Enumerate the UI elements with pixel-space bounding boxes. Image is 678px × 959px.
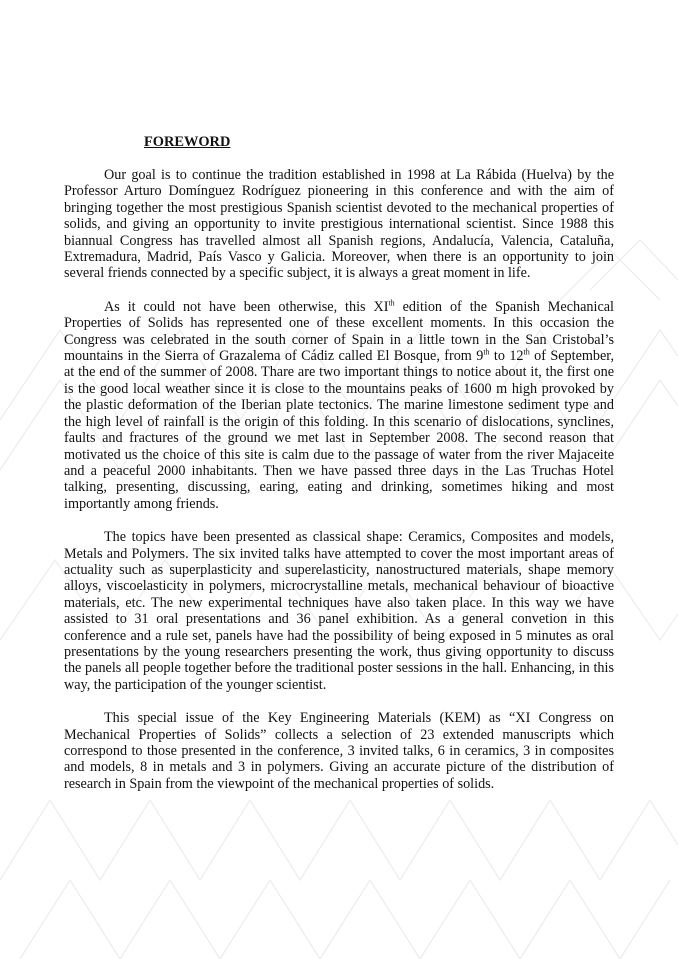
paragraph-2: [64, 299, 614, 512]
paragraph-2-text-b: edition of the Spanish Mechanical Properties of Solids has represented one of these excellent moments. In this occasion the Congress was celebrated in the south corner of Spain in a little town in the San Cristobal’s mountains in the Sierra of Grazalema of Cádiz called El Bosque, from 9: [64, 298, 614, 365]
paragraph-2-text-c: to 12: [489, 348, 524, 365]
paragraph-3: The topics have been presented as classical shape: Ceramics, Composites and models, Metals and Polymers. The six invited talks have attempted to cover the most important areas of actuality such as superplasticity and superelasticity, nanostructured materials, shape memory alloys, viscoelasticity in polymers, microcrystalline metals, mechanical behaviour of bioactive materials, etc. The new experimental techniques have also taken place. In this way we have assisted to 31 oral presentations and 36 panel exhibition. As a general convetion in this conference and a rule set, panels have had the possibility of being exposed in 5 minutes as oral presentations by the young researchers presenting the work, thus giving opportunity to discuss the panels all people together before the traditional poster sessions in the hall. Enhancing, in this way, the participation of the younger scientist.: [64, 529, 614, 693]
document-page: [64, 130, 614, 792]
paragraph-2-text-a: As it could not have been otherwise, this XI: [104, 298, 389, 315]
paragraph-4: This special issue of the Key Engineering Materials (KEM) as “XI Congress on Mechanical Properties of Solids” collects a selection of 23 extended manuscripts which correspond to those presented in the conference, 3 invited talks, 6 in ceramics, 3 in composites and models, 8 in metals and 3 in polymers. Giving an accurate picture of the distribution of research in Spain from the viewpoint of the mechanical properties of solids.: [64, 710, 614, 792]
paragraph-2-text-d: of September, at the end of the summer of 2008. Thare are two important things to notice about it, the first one is the good local weather since it is close to the mountains peaks of 1600 m high provoked by the plastic deformation of the Iberian plate tectonics. The marine limestone sediment type and the high level of rainfall is the origin of this folding. In this scenario of dislocations, synclines, faults and fractures of the ground we met last in September 2008. The second reason that motivated us the choice of this site is calm due to the passage of water from the river Majaceite and a peaceful 2000 inhabitants. Then we have passed three days in the Las Truchas Hotel talking, presenting, discussing, earing, eating and drinking, sometimes hiking and most importantly among friends.: [64, 348, 614, 512]
paragraph-1: Our goal is to continue the tradition established in 1998 at La Rábida (Huelva) by the Professor Arturo Domínguez Rodríguez pioneering in this conference and with the aim of bringing together the most prestigious Spanish scientist devoted to the mechanical properties of solids, and giving an opportunity to invite prestigious international scientist. Since 1988 this biannual Congress has travelled almost all Spanish regions, Andalucía, Valencia, Cataluña, Extremadura, Madrid, País Vasco y Galicia. Moreover, when there is an opportunity to join several friends connected by a specific subject, it is always a great moment in life.: [64, 167, 614, 282]
superscript-th: th: [483, 347, 490, 357]
superscript-th: th: [388, 298, 395, 308]
superscript-th: th: [523, 347, 530, 357]
page-title: FOREWORD: [144, 134, 231, 150]
